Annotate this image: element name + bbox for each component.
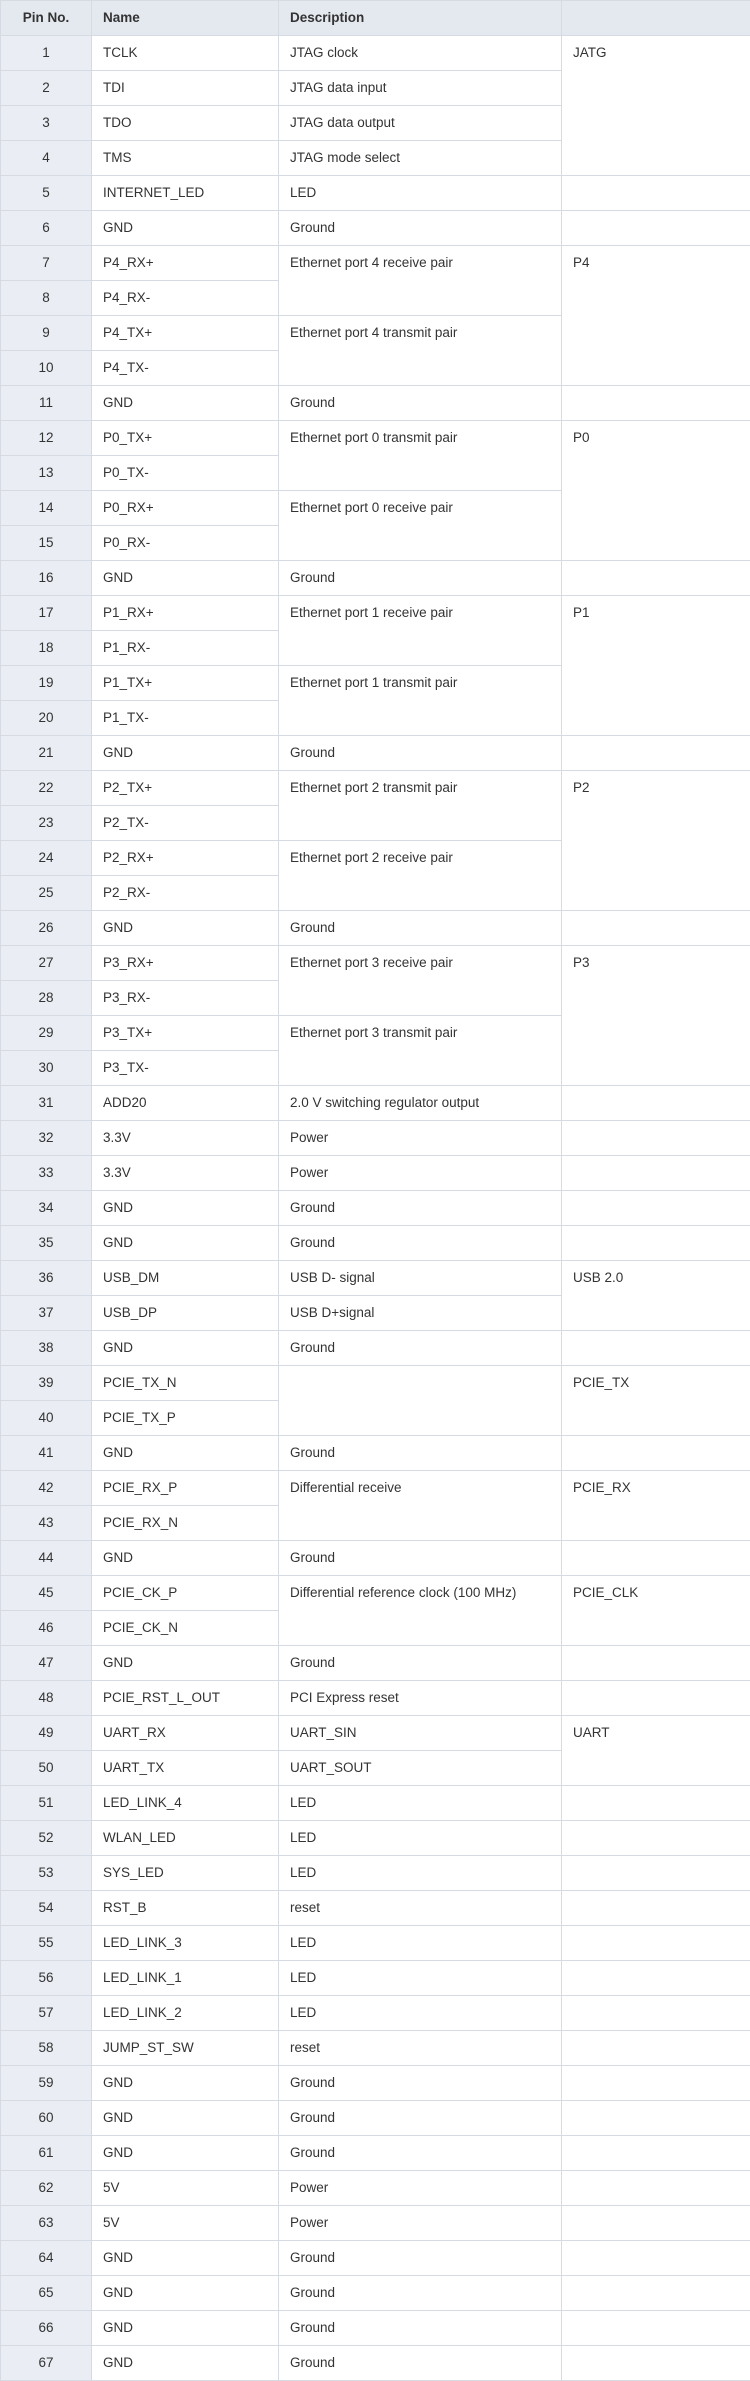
pin-number-cell: 45 <box>1 1576 92 1611</box>
pin-number-cell: 8 <box>1 281 92 316</box>
pin-name-cell: GND <box>92 2346 279 2381</box>
pin-number-cell: 51 <box>1 1786 92 1821</box>
pin-number-cell: 59 <box>1 2066 92 2101</box>
pin-number-cell: 55 <box>1 1926 92 1961</box>
pin-name-cell: INTERNET_LED <box>92 176 279 211</box>
pin-number-cell: 13 <box>1 456 92 491</box>
pin-description-cell: Ground <box>279 211 562 246</box>
pin-name-cell: P1_RX+ <box>92 596 279 631</box>
pin-description-cell: JTAG data input <box>279 71 562 106</box>
table-row <box>1 1226 750 1261</box>
table-row <box>1 1996 750 2031</box>
table-row <box>1 1646 750 1681</box>
pin-group-cell <box>562 561 750 596</box>
pin-description-cell: Ground <box>279 1541 562 1576</box>
pin-description-cell: Ethernet port 3 receive pair <box>279 946 562 1016</box>
pin-number-cell: 48 <box>1 1681 92 1716</box>
pin-number-cell: 57 <box>1 1996 92 2031</box>
header-row <box>1 1 750 36</box>
table-row <box>1 1191 750 1226</box>
pin-group-cell <box>562 2101 750 2136</box>
pin-description-cell: Ground <box>279 386 562 421</box>
table-row <box>1 1261 750 1296</box>
pin-number-cell: 26 <box>1 911 92 946</box>
pin-name-cell: LED_LINK_3 <box>92 1926 279 1961</box>
pin-number-cell: 39 <box>1 1366 92 1401</box>
pin-description-cell: UART_SIN <box>279 1716 562 1751</box>
pin-group-cell <box>562 211 750 246</box>
pin-description-cell: Ground <box>279 561 562 596</box>
pin-group-cell <box>562 1646 750 1681</box>
pin-name-cell: P2_RX+ <box>92 841 279 876</box>
table-row <box>1 36 750 71</box>
pin-name-cell: SYS_LED <box>92 1856 279 1891</box>
pin-description-cell: Ground <box>279 2066 562 2101</box>
pin-name-cell: P0_TX+ <box>92 421 279 456</box>
pin-description-cell: Ground <box>279 736 562 771</box>
table-row <box>1 1681 750 1716</box>
pin-description-cell: Ethernet port 4 receive pair <box>279 246 562 316</box>
pin-group-cell <box>562 176 750 211</box>
pin-number-cell: 2 <box>1 71 92 106</box>
pin-number-cell: 1 <box>1 36 92 71</box>
table-row <box>1 211 750 246</box>
pin-number-cell: 61 <box>1 2136 92 2171</box>
pin-name-cell: LED_LINK_1 <box>92 1961 279 1996</box>
pin-number-cell: 41 <box>1 1436 92 1471</box>
pin-number-cell: 44 <box>1 1541 92 1576</box>
pin-description-cell: Differential receive <box>279 1471 562 1541</box>
pin-group-cell <box>562 736 750 771</box>
pin-group-cell <box>562 1856 750 1891</box>
pin-name-cell: PCIE_TX_N <box>92 1366 279 1401</box>
table-row <box>1 1366 750 1401</box>
pin-description-cell: reset <box>279 2031 562 2066</box>
pin-name-cell: P1_TX+ <box>92 666 279 701</box>
pin-number-cell: 19 <box>1 666 92 701</box>
pin-number-cell: 58 <box>1 2031 92 2066</box>
pin-name-cell: PCIE_TX_P <box>92 1401 279 1436</box>
pin-description-cell: Ethernet port 2 transmit pair <box>279 771 562 841</box>
pin-number-cell: 4 <box>1 141 92 176</box>
pin-name-cell: GND <box>92 211 279 246</box>
pin-description-cell: LED <box>279 1856 562 1891</box>
pin-number-cell: 20 <box>1 701 92 736</box>
pin-number-cell: 15 <box>1 526 92 561</box>
pin-group-cell <box>562 1121 750 1156</box>
table-row <box>1 2136 750 2171</box>
pin-group-cell <box>562 2171 750 2206</box>
pin-number-cell: 27 <box>1 946 92 981</box>
pin-name-cell: GND <box>92 1226 279 1261</box>
pin-number-cell: 25 <box>1 876 92 911</box>
pin-number-cell: 46 <box>1 1611 92 1646</box>
pin-group-cell: UART <box>562 1716 750 1786</box>
pin-group-cell <box>562 1996 750 2031</box>
pin-description-cell: JTAG data output <box>279 106 562 141</box>
pin-description-cell: Ground <box>279 1191 562 1226</box>
pin-number-cell: 53 <box>1 1856 92 1891</box>
pin-group-cell: USB 2.0 <box>562 1261 750 1331</box>
table-row <box>1 176 750 211</box>
pin-name-cell: GND <box>92 1331 279 1366</box>
table-row <box>1 1121 750 1156</box>
pin-description-cell: LED <box>279 1926 562 1961</box>
pin-group-cell <box>562 2276 750 2311</box>
pin-number-cell: 65 <box>1 2276 92 2311</box>
table-row <box>1 736 750 771</box>
pin-description-cell: Power <box>279 1156 562 1191</box>
pin-name-cell: LED_LINK_4 <box>92 1786 279 1821</box>
pin-name-cell: GND <box>92 1191 279 1226</box>
pin-name-cell: TCLK <box>92 36 279 71</box>
pin-name-cell: GND <box>92 2101 279 2136</box>
pin-group-cell <box>562 1436 750 1471</box>
table-row <box>1 1786 750 1821</box>
pin-name-cell: P2_RX- <box>92 876 279 911</box>
table-row <box>1 1926 750 1961</box>
pin-name-cell: GND <box>92 2241 279 2276</box>
pin-group-cell <box>562 2311 750 2346</box>
pin-description-cell: Power <box>279 2206 562 2241</box>
pin-description-cell: Ground <box>279 2346 562 2381</box>
pin-name-cell: P4_TX+ <box>92 316 279 351</box>
pin-group-cell: P4 <box>562 246 750 386</box>
pin-name-cell: P0_RX+ <box>92 491 279 526</box>
table-row <box>1 1156 750 1191</box>
pin-description-cell: Ground <box>279 1331 562 1366</box>
table-row <box>1 2311 750 2346</box>
pin-description-cell: Power <box>279 1121 562 1156</box>
pin-number-cell: 67 <box>1 2346 92 2381</box>
pin-group-cell: JATG <box>562 36 750 176</box>
pin-group-cell <box>562 1926 750 1961</box>
pin-number-cell: 63 <box>1 2206 92 2241</box>
pin-description-cell: Ethernet port 3 transmit pair <box>279 1016 562 1086</box>
pin-number-cell: 36 <box>1 1261 92 1296</box>
table-row <box>1 1716 750 1751</box>
pin-name-cell: WLAN_LED <box>92 1821 279 1856</box>
pin-name-cell: UART_RX <box>92 1716 279 1751</box>
pin-description-cell: USB D- signal <box>279 1261 562 1296</box>
pin-name-cell: GND <box>92 386 279 421</box>
pin-number-cell: 11 <box>1 386 92 421</box>
pin-description-cell: Ground <box>279 2241 562 2276</box>
table-row <box>1 946 750 981</box>
pin-name-cell: USB_DP <box>92 1296 279 1331</box>
pin-group-cell <box>562 386 750 421</box>
pin-number-cell: 56 <box>1 1961 92 1996</box>
pin-description-cell: LED <box>279 176 562 211</box>
pin-group-cell <box>562 2136 750 2171</box>
pin-number-cell: 50 <box>1 1751 92 1786</box>
pin-number-cell: 30 <box>1 1051 92 1086</box>
pin-description-cell: Ethernet port 1 transmit pair <box>279 666 562 736</box>
pin-group-cell <box>562 2066 750 2101</box>
table-row <box>1 1331 750 1366</box>
table-row <box>1 2171 750 2206</box>
pin-name-cell: 5V <box>92 2206 279 2241</box>
pin-name-cell: P1_TX- <box>92 701 279 736</box>
pin-description-cell: JTAG clock <box>279 36 562 71</box>
pin-group-cell: P3 <box>562 946 750 1086</box>
pin-number-cell: 60 <box>1 2101 92 2136</box>
pin-group-cell <box>562 1331 750 1366</box>
pin-group-cell: PCIE_TX <box>562 1366 750 1436</box>
pin-number-cell: 52 <box>1 1821 92 1856</box>
pin-description-cell: Power <box>279 2171 562 2206</box>
pin-number-cell: 66 <box>1 2311 92 2346</box>
pin-number-cell: 24 <box>1 841 92 876</box>
pin-group-cell <box>562 2031 750 2066</box>
pin-description-cell <box>279 1366 562 1436</box>
pin-name-cell: 3.3V <box>92 1156 279 1191</box>
pin-description-cell: Ethernet port 0 transmit pair <box>279 421 562 491</box>
pin-group-cell <box>562 1961 750 1996</box>
pin-number-cell: 40 <box>1 1401 92 1436</box>
pin-number-cell: 54 <box>1 1891 92 1926</box>
table-row <box>1 386 750 421</box>
table-header <box>1 1 750 36</box>
pin-number-cell: 29 <box>1 1016 92 1051</box>
pin-number-cell: 9 <box>1 316 92 351</box>
pin-name-cell: LED_LINK_2 <box>92 1996 279 2031</box>
pin-description-cell: Ground <box>279 1436 562 1471</box>
pin-name-cell: PCIE_RX_P <box>92 1471 279 1506</box>
table-row <box>1 1821 750 1856</box>
table-row <box>1 1436 750 1471</box>
pin-name-cell: JUMP_ST_SW <box>92 2031 279 2066</box>
pin-description-cell: LED <box>279 1996 562 2031</box>
pin-name-cell: 5V <box>92 2171 279 2206</box>
pin-description-cell: Ethernet port 1 receive pair <box>279 596 562 666</box>
pin-group-cell <box>562 1086 750 1121</box>
pin-description-cell: Ground <box>279 2276 562 2311</box>
pin-name-cell: UART_TX <box>92 1751 279 1786</box>
pin-name-cell: GND <box>92 1646 279 1681</box>
pin-number-cell: 31 <box>1 1086 92 1121</box>
pin-group-cell <box>562 2206 750 2241</box>
pin-number-cell: 22 <box>1 771 92 806</box>
pin-number-cell: 33 <box>1 1156 92 1191</box>
pin-number-cell: 43 <box>1 1506 92 1541</box>
pin-group-cell <box>562 1191 750 1226</box>
pin-group-cell <box>562 1786 750 1821</box>
pin-number-cell: 10 <box>1 351 92 386</box>
pin-description-cell: Ground <box>279 1226 562 1261</box>
pin-name-cell: TDI <box>92 71 279 106</box>
pin-name-cell: P2_TX- <box>92 806 279 841</box>
pin-group-cell <box>562 2241 750 2276</box>
pin-name-cell: GND <box>92 2311 279 2346</box>
pin-name-cell: GND <box>92 561 279 596</box>
table-row <box>1 421 750 456</box>
pin-description-cell: Ground <box>279 2101 562 2136</box>
pin-name-cell: P3_TX+ <box>92 1016 279 1051</box>
pin-group-cell: P0 <box>562 421 750 561</box>
pin-description-cell: 2.0 V switching regulator output <box>279 1086 562 1121</box>
table-row <box>1 1541 750 1576</box>
pin-name-cell: 3.3V <box>92 1121 279 1156</box>
pin-number-cell: 64 <box>1 2241 92 2276</box>
pin-description-cell: Differential reference clock (100 MHz) <box>279 1576 562 1646</box>
pin-description-cell: LED <box>279 1821 562 1856</box>
table-row <box>1 1576 750 1611</box>
pin-description-cell: UART_SOUT <box>279 1751 562 1786</box>
pin-description-cell: JTAG mode select <box>279 141 562 176</box>
table-row <box>1 771 750 806</box>
header-group <box>562 1 750 36</box>
table-row <box>1 1961 750 1996</box>
pin-name-cell: GND <box>92 1436 279 1471</box>
pin-description-cell: Ethernet port 4 transmit pair <box>279 316 562 386</box>
pin-description-cell: reset <box>279 1891 562 1926</box>
pin-description-cell: Ground <box>279 2311 562 2346</box>
pin-name-cell: GND <box>92 2066 279 2101</box>
pin-name-cell: P4_RX- <box>92 281 279 316</box>
table-row <box>1 2276 750 2311</box>
pin-group-cell <box>562 1226 750 1261</box>
pin-name-cell: P3_RX+ <box>92 946 279 981</box>
table-body <box>1 36 750 2381</box>
table-row <box>1 596 750 631</box>
pin-name-cell: ADD20 <box>92 1086 279 1121</box>
pin-number-cell: 12 <box>1 421 92 456</box>
header-pin-no: Pin No. <box>1 1 92 36</box>
pin-name-cell: USB_DM <box>92 1261 279 1296</box>
pin-description-cell: USB D+signal <box>279 1296 562 1331</box>
pin-name-cell: PCIE_CK_P <box>92 1576 279 1611</box>
pin-number-cell: 18 <box>1 631 92 666</box>
pin-number-cell: 16 <box>1 561 92 596</box>
pin-name-cell: P0_TX- <box>92 456 279 491</box>
pin-name-cell: GND <box>92 2276 279 2311</box>
header-description: Description <box>279 1 562 36</box>
pin-description-cell: Ethernet port 2 receive pair <box>279 841 562 911</box>
pin-name-cell: P1_RX- <box>92 631 279 666</box>
table-row <box>1 1856 750 1891</box>
pin-group-cell: PCIE_CLK <box>562 1576 750 1646</box>
pin-group-cell <box>562 2346 750 2381</box>
pin-description-cell: Ground <box>279 911 562 946</box>
table-row <box>1 1086 750 1121</box>
pin-name-cell: P3_TX- <box>92 1051 279 1086</box>
pin-group-cell <box>562 1821 750 1856</box>
pin-name-cell: TMS <box>92 141 279 176</box>
pin-name-cell: P4_RX+ <box>92 246 279 281</box>
pin-number-cell: 49 <box>1 1716 92 1751</box>
pin-name-cell: GND <box>92 911 279 946</box>
pin-number-cell: 28 <box>1 981 92 1016</box>
pin-name-cell: P3_RX- <box>92 981 279 1016</box>
pin-name-cell: PCIE_RST_L_OUT <box>92 1681 279 1716</box>
pin-name-cell: PCIE_CK_N <box>92 1611 279 1646</box>
pin-number-cell: 14 <box>1 491 92 526</box>
table-row <box>1 2101 750 2136</box>
table-row <box>1 2066 750 2101</box>
table-row <box>1 561 750 596</box>
pin-name-cell: P0_RX- <box>92 526 279 561</box>
pin-number-cell: 38 <box>1 1331 92 1366</box>
pin-name-cell: TDO <box>92 106 279 141</box>
pin-name-cell: RST_B <box>92 1891 279 1926</box>
table-row <box>1 2346 750 2381</box>
table-row <box>1 2031 750 2066</box>
pin-number-cell: 6 <box>1 211 92 246</box>
pin-name-cell: P2_TX+ <box>92 771 279 806</box>
pin-description-cell: LED <box>279 1961 562 1996</box>
pin-description-cell: Ground <box>279 2136 562 2171</box>
pin-group-cell: P1 <box>562 596 750 736</box>
pin-number-cell: 3 <box>1 106 92 141</box>
pin-number-cell: 34 <box>1 1191 92 1226</box>
pin-name-cell: P4_TX- <box>92 351 279 386</box>
pin-number-cell: 37 <box>1 1296 92 1331</box>
pin-name-cell: GND <box>92 2136 279 2171</box>
pin-group-cell <box>562 1541 750 1576</box>
pin-description-cell: PCI Express reset <box>279 1681 562 1716</box>
table-row <box>1 2241 750 2276</box>
pin-group-cell <box>562 1681 750 1716</box>
table-row <box>1 2206 750 2241</box>
pin-number-cell: 17 <box>1 596 92 631</box>
header-name: Name <box>92 1 279 36</box>
pin-number-cell: 21 <box>1 736 92 771</box>
pin-number-cell: 47 <box>1 1646 92 1681</box>
pin-name-cell: PCIE_RX_N <box>92 1506 279 1541</box>
pin-group-cell <box>562 1156 750 1191</box>
pin-name-cell: GND <box>92 1541 279 1576</box>
pin-description-cell: LED <box>279 1786 562 1821</box>
pin-number-cell: 62 <box>1 2171 92 2206</box>
pin-number-cell: 32 <box>1 1121 92 1156</box>
pin-group-cell: PCIE_RX <box>562 1471 750 1541</box>
pin-group-cell: P2 <box>562 771 750 911</box>
pin-number-cell: 42 <box>1 1471 92 1506</box>
pin-number-cell: 7 <box>1 246 92 281</box>
table-row <box>1 1891 750 1926</box>
pin-number-cell: 35 <box>1 1226 92 1261</box>
pin-description-cell: Ground <box>279 1646 562 1681</box>
table-row <box>1 246 750 281</box>
pin-group-cell <box>562 1891 750 1926</box>
pin-number-cell: 23 <box>1 806 92 841</box>
pin-description-cell: Ethernet port 0 receive pair <box>279 491 562 561</box>
pin-number-cell: 5 <box>1 176 92 211</box>
pin-name-cell: GND <box>92 736 279 771</box>
pin-group-cell <box>562 911 750 946</box>
table-row <box>1 1471 750 1506</box>
table-row <box>1 911 750 946</box>
